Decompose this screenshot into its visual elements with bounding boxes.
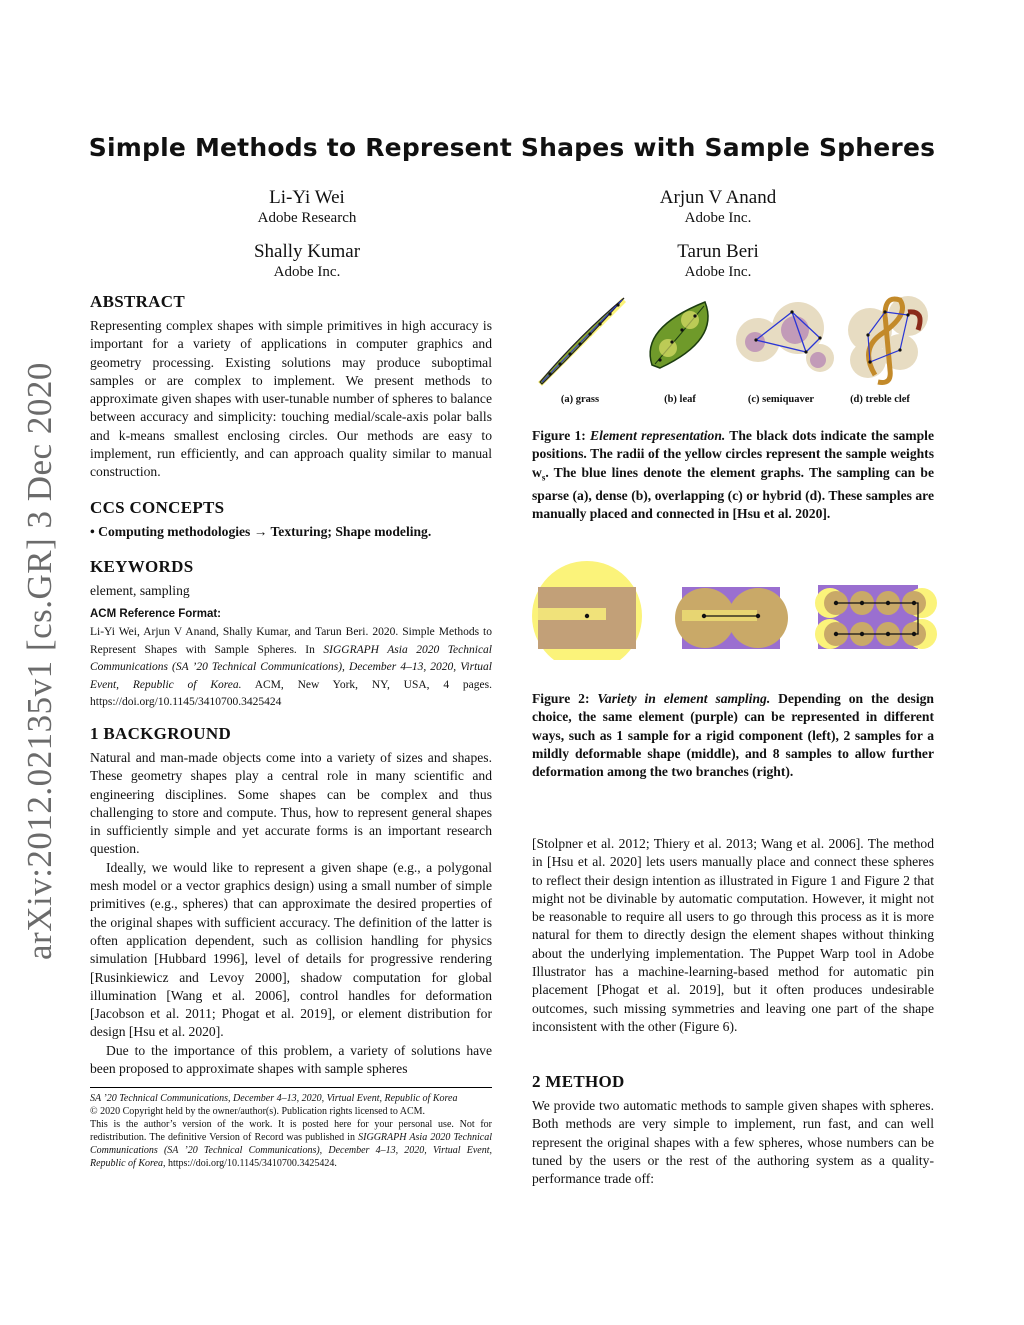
figure-1-subcaption: (d) treble clef (850, 394, 910, 405)
caption-label: Figure 2: (532, 691, 598, 706)
caption-subscript: s (541, 472, 546, 483)
figure-1-illustrations (530, 290, 940, 390)
author-name: Arjun V Anand (659, 187, 777, 208)
author-name: Li-Yi Wei (269, 187, 345, 208)
author-block (157, 187, 457, 227)
caption-text: Depending on the design choice, the same element (purple) can be represented in different ways, such as 1 sample for a rigid component (left), 2 samples for a mildly deformable shape (middle), and 8 samples to allow further deformation among the two branches (right). (532, 691, 934, 780)
figure-1-subcaption: (a) grass (560, 394, 600, 405)
figure-1-subcaption: (c) semiquaver (747, 394, 815, 405)
caption-title: Variety in element sampling. (597, 691, 771, 706)
grass-element (538, 298, 626, 386)
footnote-venue: SA ’20 Technical Communications, December 4–13, 2020, Virtual Event, Republic of Korea (90, 1093, 458, 1104)
rigid-element-one-sample (532, 561, 642, 660)
arxiv-identifier: arXiv:2012.02135v1 [cs.GR] 3 Dec 2020 (20, 362, 59, 960)
acm-ref-line: ACM, New York, NY, USA, 4 pages. https://doi.org/10.1145/3410700.3425424 (90, 678, 492, 708)
background-heading: 1 BACKGROUND (90, 724, 232, 743)
caption-title: Element representation. (590, 428, 726, 443)
acm-ref-heading: ACM Reference Format: (90, 608, 221, 620)
abstract-text: Representing complex shapes with simple primitives in high accuracy is important for a variety of applications in computer graphics and geometry processing. Existing solutions may produce suboptimal samples or are complex to implement. We present methods to approximate given shapes with user-tunable number of spheres to balance between accuracy and simplicity: touching medial/scale-axis polar balls and k-means smallest enclosing circles. Our methods are easy to implement, run efficiently, and can approach quality similar to manual construction. (90, 318, 492, 480)
footnote-copyright: © 2020 Copyright held by the owner/author(s). Publication rights licensed to ACM. (90, 1106, 426, 1117)
treble-clef-element (848, 296, 928, 383)
figure-2-illustrations (530, 560, 940, 660)
acm-ref-line: Li-Yi Wei, Arjun V Anand, Shally Kumar, and Tarun Beri. 2020. Simple Methods to Represent Shapes with Sample Spheres. In (90, 626, 492, 656)
figure-1-caption (532, 427, 934, 523)
figure-2-caption (532, 690, 934, 781)
deformable-element-two-samples (675, 587, 788, 649)
ccs-text: • Computing methodologies → Texturing; Shape modeling. (90, 524, 432, 539)
branching-element-eight-samples (815, 585, 937, 649)
footnote-text: , https://doi.org/10.1145/3410700.3425424. (162, 1158, 337, 1169)
paper-title: Simple Methods to Represent Shapes with Sample Spheres (88, 133, 936, 162)
leaf-element (650, 302, 708, 368)
paragraph: Due to the importance of this problem, a variety of solutions have been proposed to approximate shapes with sample spheres (90, 1042, 492, 1077)
author-name: Shally Kumar (253, 241, 361, 262)
right-column-text: [Stolpner et al. 2012; Thiery et al. 2013; Wang et al. 2006]. The method in [Hsu et al. 2020] lets users manually place and connect these spheres to reflect their design intention as illustrated in Figure 1 and Figure 2 that might not be divinable by automatic computation. However, it might not be reasonable to require all users to go through this process as it is more natural for them to directly design the element shapes without thinking about the underlying implementation. The Puppet Warp tool in Adobe Illustrator has a machine-learning-based method for automatic pin placement [Phogat et al. 2019], but it often produces undesirable outcomes, such missing symmetries and leaving one part of the shape inconsistent with the other (Figure 6). (532, 836, 934, 1034)
author-affiliation: Adobe Research (257, 210, 357, 226)
footnote-rule (90, 1087, 492, 1088)
paragraph: Ideally, we would like to represent a given shape (e.g., a polygonal mesh model or a vector graphics design) using a small number of simple primitives (e.g., spheres) that can approximate the desired properties of the original shapes with sufficient accuracy. The definition of the latter is often application dependent, such as collision handling for physics simulation [Hubbard 1996], level of details for progressive rendering [Rusinkiewicz and Levoy 2000], shadow computation for global illumination [Wang et al. 2006], control handles for deformation [Jacobson et al. 2011; Phogat et al. 2019], or element distribution for design [Hsu et al. 2020]. (90, 859, 492, 1040)
author-block (568, 241, 868, 281)
caption-label: Figure 1: (532, 428, 591, 443)
background-text (90, 749, 492, 1078)
keywords-heading: KEYWORDS (90, 557, 194, 576)
paragraph: Natural and man-made objects come into a variety of sizes and shapes. These geometry shapes play a central role in many scientific and engineering disciplines. Some shapes can be complex and thus challenging to store and compute. Thus, how to represent general shapes in sufficiently simple and yet accurate forms is an important research question. (90, 750, 492, 857)
author-block (568, 187, 868, 227)
caption-text: . The blue lines denote the element graphs. The sampling can be sparse (a), dense (b), overlapping (c) or hybrid (d). These samples are manually placed and connected in [Hsu et al. 2020]. (532, 464, 934, 521)
semiquaver-element (736, 302, 834, 372)
author-affiliation: Adobe Inc. (684, 210, 752, 226)
keywords-text: element, sampling (90, 583, 190, 598)
figure-1-subcaption: (b) leaf (664, 394, 696, 405)
author-affiliation: Adobe Inc. (684, 264, 752, 280)
abstract-heading: ABSTRACT (90, 292, 185, 311)
author-block (157, 241, 457, 281)
acm-ref-text (90, 624, 492, 712)
ccs-heading: CCS CONCEPTS (90, 498, 225, 517)
author-name: Tarun Beri (677, 241, 759, 262)
footnote-venue-2: SIGGRAPH Asia 2020 Technical Communications (SA ’20 Technical Communications), December 4–13, 2020, Virtual Event, Republic of Korea (90, 1132, 492, 1169)
author-affiliation: Adobe Inc. (273, 264, 341, 280)
method-text: We provide two automatic methods to sample given shapes with spheres. Both methods are very simple to implement, run fast, and can well represent the original shapes with a few spheres, whose numbers can be tuned by the users or the rest of the authoring system as a quality-performance trade off: (532, 1098, 934, 1187)
caption-text: The black dots indicate the sample positions. The radii of the yellow circles represent the sample weights w (532, 428, 934, 480)
method-heading: 2 METHOD (532, 1072, 625, 1091)
footnote (90, 1092, 492, 1170)
footnote-text: This is the author’s version of the work. It is posted here for your personal use. Not for redistribution. The definitive Version of Record was published in (90, 1119, 492, 1143)
acm-ref-venue: SIGGRAPH Asia 2020 Technical Communications (SA ’20 Technical Communications), December 4–13, 2020, Virtual Event, Republic of Korea. (90, 643, 492, 691)
